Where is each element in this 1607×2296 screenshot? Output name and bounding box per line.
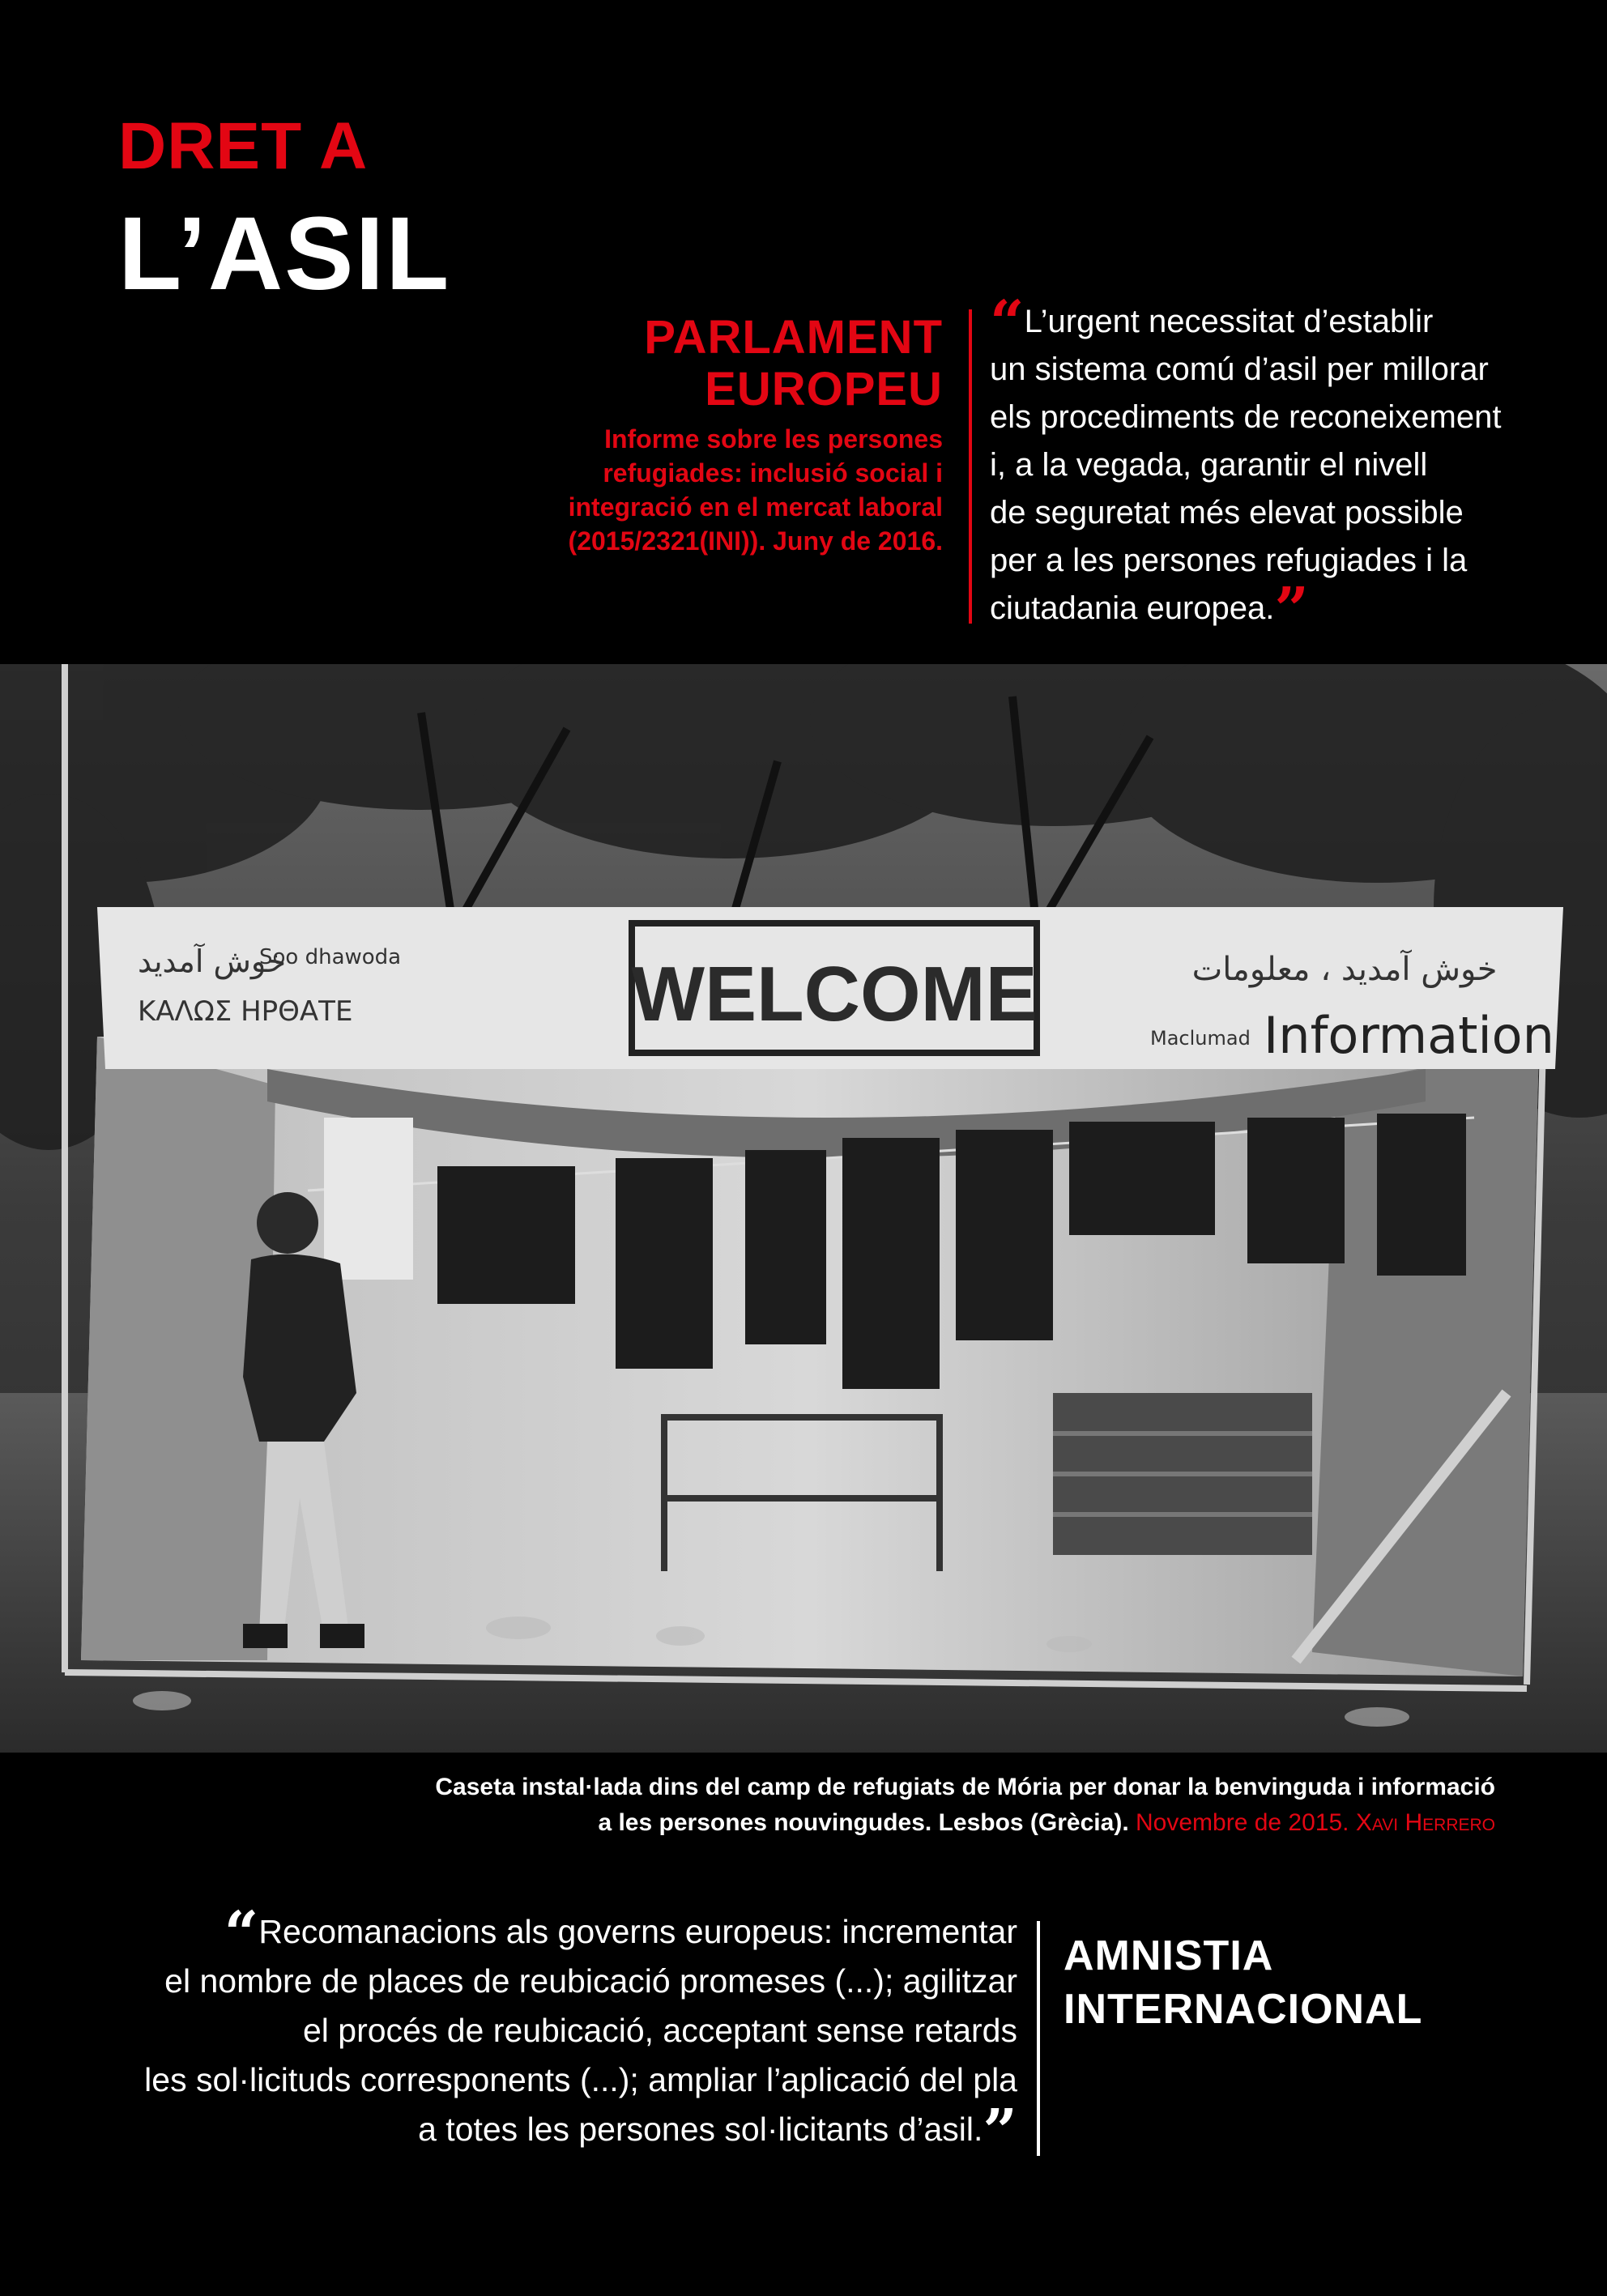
title-kicker: DRET A <box>118 109 369 183</box>
source-detail-line: integració en el mercat laboral <box>568 492 943 522</box>
source-detail-line: (2015/2321(INI)). Juny de 2016. <box>568 526 943 556</box>
close-quote-mark: ” <box>983 2097 1017 2166</box>
refugee-camp-photo <box>0 664 1607 1753</box>
quote-line: de seguretat més elevat possible <box>990 495 1464 530</box>
banner-left-line: ΚΑΛΩΣ ΗΡΘΑΤΕ <box>138 995 353 1028</box>
caption-line: a les persones nouvingudes. Lesbos (Grècia). Novembre de 2015. Xavi Herrero <box>598 1809 1495 1836</box>
quote-top <box>990 288 1573 645</box>
quote-line: i, a la vegada, garantir el nivell <box>990 447 1428 483</box>
photo-credit: Novembre de 2015. Xavi Herrero <box>1136 1809 1495 1836</box>
source-name: PARLAMENT EUROPEU <box>644 311 943 415</box>
source-line: AMNISTIA <box>1064 1932 1274 1979</box>
banner-right: Information <box>1264 1006 1554 1065</box>
source-detail-line: refugiades: inclusió social i <box>603 458 943 488</box>
quote-bottom <box>89 1899 1017 2166</box>
quote-line: “Recomanacions als governs europeus: incrementar <box>224 1899 1017 1969</box>
divider-top <box>969 309 972 624</box>
caption-line: Caseta instal·lada dins del camp de refugiats de Mória per donar la benvinguda i informació <box>435 1774 1495 1800</box>
quote-line: per a les persones refugiades i la <box>990 543 1468 578</box>
banner-left-line: خوش آمدید <box>138 944 286 979</box>
divider-bottom <box>1037 1921 1040 2156</box>
source-amnistia <box>1064 1929 1422 2036</box>
source-parlament <box>441 312 943 558</box>
banner-right-small: Maclumad <box>1150 1027 1251 1050</box>
quote-line: els procediments de reconeixement <box>990 399 1502 435</box>
page-title: L’ASIL <box>118 196 451 312</box>
quote-line: el nombre de places de reubicació promeses (...); agilitzar <box>164 1962 1017 2000</box>
source-line: INTERNACIONAL <box>1064 1986 1423 2033</box>
close-quote-mark: ” <box>1274 575 1309 645</box>
quote-line: ciutadania europea.” <box>990 575 1309 645</box>
banner-left-line: Soo dhawoda <box>259 945 402 969</box>
quote-line: un sistema comú d’asil per millorar <box>990 351 1489 387</box>
quote-line: les sol·licituds corresponents (...); ampliar l’aplicació del pla <box>144 2061 1017 2098</box>
banner-right-arabic: خوش آمدید ، معلومات <box>1191 951 1498 988</box>
quote-line: el procés de reubicació, acceptant sense retards <box>302 2012 1017 2049</box>
open-quote-mark: “ <box>990 288 1025 358</box>
banner-welcome: WELCOME <box>631 951 1038 1037</box>
open-quote-mark: “ <box>224 1899 259 1969</box>
photo-illustration <box>0 664 1607 1753</box>
source-detail <box>441 422 943 558</box>
quote-line: a totes les persones sol·licitants d’asil.” <box>418 2097 1017 2166</box>
photo-caption <box>118 1770 1495 1841</box>
quote-line: “L’urgent necessitat d’establir <box>990 288 1434 358</box>
source-detail-line: Informe sobre les persones <box>604 424 943 454</box>
